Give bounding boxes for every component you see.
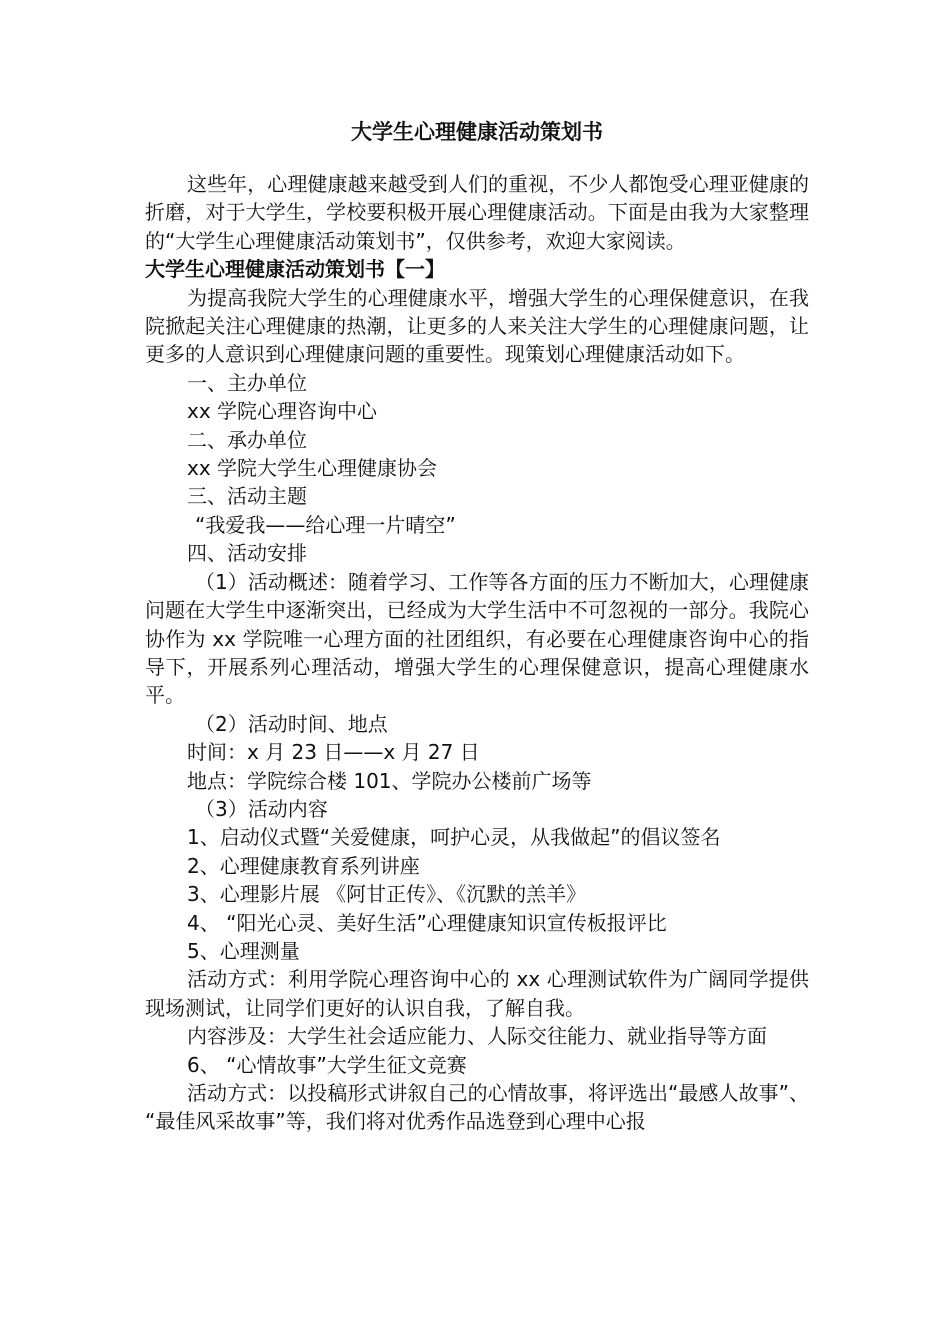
- time-line: 时间：x 月 23 日——x 月 27 日: [187, 740, 480, 765]
- content-item-1: 1、启动仪式暨“关爱健康，呵护心灵，从我做起”的倡议签名: [187, 825, 721, 850]
- content-item-3: 3、心理影片展 《阿甘正传》、《沉默的羔羊》: [187, 882, 587, 907]
- content-item-4: 4、 “阳光心灵、美好生活”心理健康知识宣传板报评比: [187, 910, 667, 935]
- item6-method-paragraph: 活动方式：以投稿形式讲叙自己的心情故事，将评选出“最感人故事”、 “最佳风采故事”等，我们将对优秀作品选登到心理中心报: [145, 1081, 809, 1134]
- document-title: 大学生心理健康活动策划书: [351, 120, 603, 144]
- content-item-2: 2、心理健康教育系列讲座: [187, 853, 420, 878]
- item5-method-paragraph: 活动方式：利用学院心理咨询中心的 xx 心理测试软件为广阔同学提供现场测试，让同学们更好的认识自我，了解自我。: [145, 967, 809, 1020]
- theme-value: “我爱我——给心理一片晴空”: [195, 512, 456, 537]
- purpose-paragraph: 为提高我院大学生的心理健康水平，增强大学生的心理保健意识，在我院掀起关注心理健康的热潮，让更多的人来关注大学生的心理健康问题，让更多的人意识到心理健康问题的重要性。现策划心理健康活动如下。: [145, 285, 809, 367]
- content-item-5: 5、心理测量: [187, 938, 300, 963]
- organizer-value: xx 学院心理咨询中心: [187, 399, 378, 424]
- coorganizer-value: xx 学院大学生心理健康协会: [187, 456, 438, 481]
- intro-paragraph: 这些年，心理健康越来越受到人们的重视，不少人都饱受心理亚健康的折磨，对于大学生，学校要积极开展心理健康活动。下面是由我为大家整理的“大学生心理健康活动策划书”，仅供参考，欢迎大家阅读。: [145, 172, 809, 253]
- arrangement-label: 四、活动安排: [187, 541, 307, 566]
- coorganizer-label: 二、承办单位: [187, 427, 307, 452]
- content-label: （3）活动内容: [195, 796, 328, 821]
- time-place-label: （2）活动时间、地点: [195, 711, 388, 736]
- content-item-6: 6、 “心情故事”大学生征文竞赛: [187, 1052, 467, 1077]
- theme-label: 三、活动主题: [187, 484, 307, 509]
- organizer-label: 一、主办单位: [187, 370, 307, 395]
- section-heading: 大学生心理健康活动策划书【一】: [145, 257, 445, 282]
- document-page: [145, 116, 809, 1136]
- place-line: 地点：学院综合楼 101、学院办公楼前广场等: [187, 768, 592, 793]
- item5-scope-paragraph: 内容涉及：大学生社会适应能力、人际交往能力、就业指导等方面: [187, 1024, 767, 1049]
- overview-paragraph: （1）活动概述：随着学习、工作等各方面的压力不断加大，心理健康问题在大学生中逐渐突出，已经成为大学生活中不可忽视的一部分。我院心协作为 xx 学院唯一心理方面的社团组织，有必要在心理健康咨询中心的指导下，开展系列心理活动，增强大学生的心理保健意识，提高心理健康水平。: [145, 569, 809, 708]
